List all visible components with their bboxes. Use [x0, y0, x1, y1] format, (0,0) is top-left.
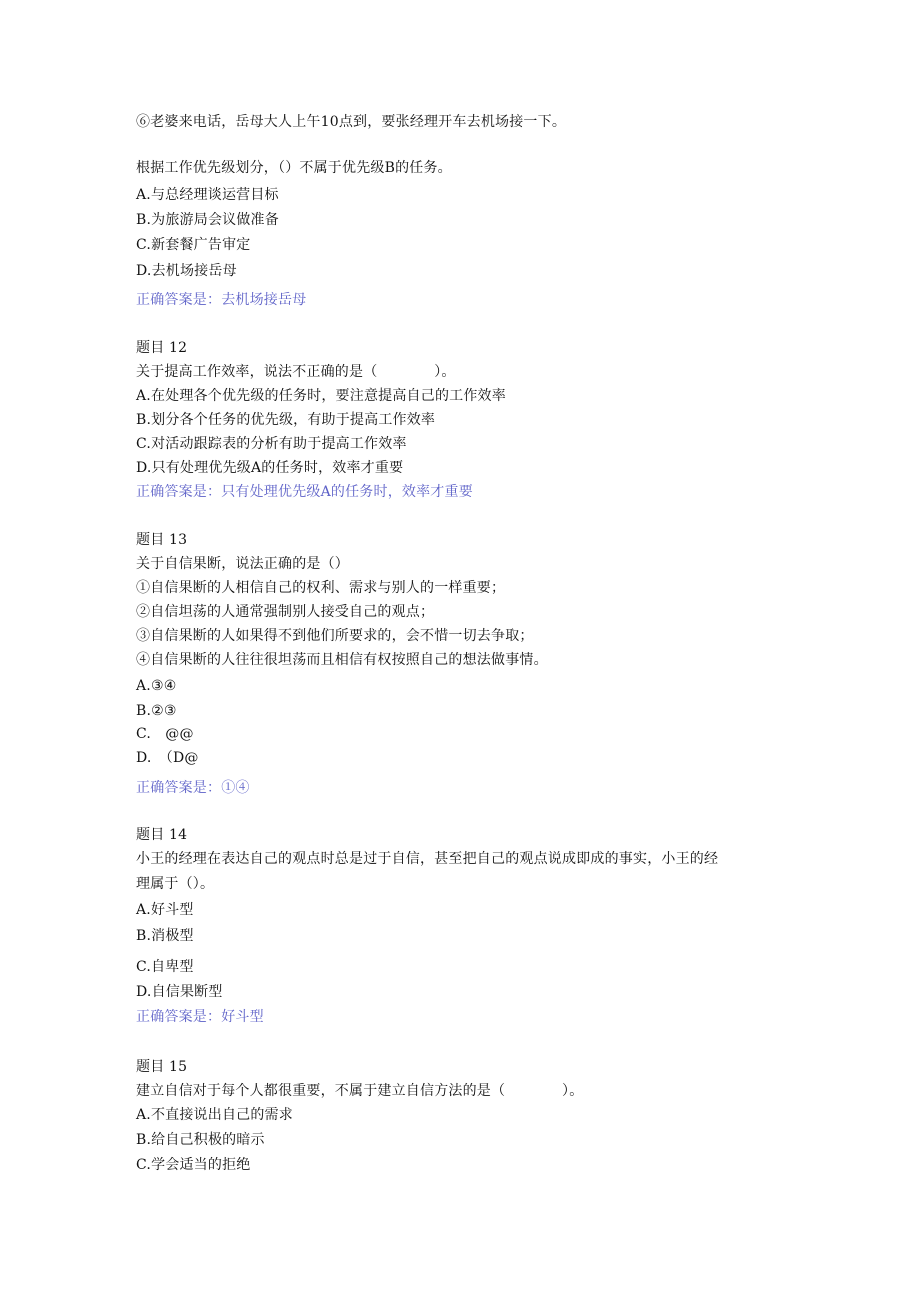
question-text: 根据工作优先级划分，（）不属于优先级B的任务。: [136, 160, 452, 176]
statement-4: ④自信果断的人往往很坦荡而且相信有权按照自己的想法做事情。: [136, 652, 548, 668]
option-b: B.划分各个任务的优先级，有助于提高工作效率: [136, 412, 436, 428]
option-d: D. （D@: [136, 750, 199, 766]
option-d: D.只有处理优先级A的任务时，效率才重要: [136, 460, 404, 476]
question-text: 关于提高工作效率，说法不正确的是（ ）。: [136, 364, 456, 380]
option-d: D.去机场接岳母: [136, 263, 237, 279]
question-text-line-2: 理属于（）。: [136, 876, 215, 892]
question-title: 题目 15: [136, 1059, 188, 1075]
correct-answer: 正确答案是：①④: [136, 780, 250, 796]
scenario-item-6: ⑥老婆来电话，岳母大人上午10点到，要张经理开车去机场接一下。: [136, 114, 567, 130]
option-a: A.好斗型: [136, 902, 194, 918]
question-title: 题目 14: [136, 827, 188, 843]
question-title: 题目 12: [136, 340, 188, 356]
question-text-line-1: 小王的经理在表达自己的观点时总是过于自信，甚至把自己的观点说成即成的事实，小王的经: [136, 851, 719, 867]
correct-answer: 正确答案是：只有处理优先级A的任务时，效率才重要: [136, 484, 473, 500]
option-a: A.不直接说出自己的需求: [136, 1107, 293, 1123]
option-c: C.自卑型: [136, 959, 194, 975]
question-text: 关于自信果断，说法正确的是（）: [136, 556, 349, 572]
option-a: A.在处理各个优先级的任务时，要注意提高自己的工作效率: [136, 388, 506, 404]
option-c: C.对活动跟踪表的分析有助于提高工作效率: [136, 436, 407, 452]
option-b: B.②③: [136, 703, 177, 719]
option-b: B.消极型: [136, 928, 194, 944]
statement-2: ②自信坦荡的人通常强制别人接受自己的观点；: [136, 604, 435, 620]
option-c: C. @@: [136, 726, 194, 742]
question-text: 建立自信对于每个人都很重要，不属于建立自信方法的是（ ）。: [136, 1083, 584, 1099]
question-title: 题目 13: [136, 532, 188, 548]
correct-answer: 正确答案是：好斗型: [136, 1009, 264, 1025]
statement-3: ③自信果断的人如果得不到他们所要求的，会不惜一切去争取；: [136, 628, 534, 644]
option-d: D.自信果断型: [136, 984, 223, 1000]
option-a: A.与总经理谈运营目标: [136, 187, 279, 203]
option-a: A.③④: [136, 678, 177, 694]
option-c: C.新套餐广告审定: [136, 237, 251, 253]
option-c: C.学会适当的拒绝: [136, 1157, 251, 1173]
option-b: B.为旅游局会议做准备: [136, 212, 279, 228]
statement-1: ①自信果断的人相信自己的权利、需求与别人的一样重要；: [136, 580, 506, 596]
correct-answer: 正确答案是：去机场接岳母: [136, 292, 307, 308]
option-b: B.给自己积极的暗示: [136, 1132, 265, 1148]
